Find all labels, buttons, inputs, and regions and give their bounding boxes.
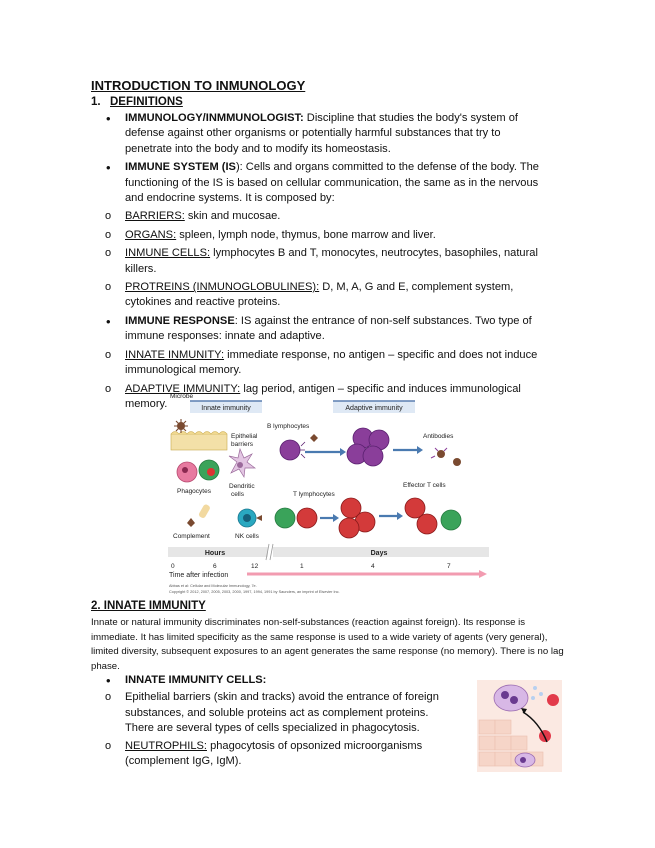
item-label: ORGANS:: [125, 228, 177, 241]
section-label: DEFINITIONS: [110, 96, 183, 108]
dendritic-cell-icon: [229, 449, 255, 477]
tick-label: 7: [447, 563, 451, 570]
term: IMMUNE RESPONSE: [125, 314, 235, 327]
hours-label: Hours: [204, 550, 226, 557]
item-text: (complement IgG, IgM).: [125, 755, 242, 768]
tick-label: 0: [171, 563, 175, 570]
circle-marker: o: [105, 281, 112, 294]
list-item: [0, 209, 550, 224]
item-label: INMUNE CELLS:: [125, 247, 211, 260]
circle-marker: o: [105, 348, 112, 361]
nk-label: NK cells: [235, 533, 259, 540]
days-label: Days: [370, 550, 388, 557]
antibodies-label: Antibodies: [423, 433, 454, 440]
bullet-marker: •: [106, 160, 111, 176]
tick-label: 12: [251, 563, 259, 570]
t-lymphocyte-icon: [275, 508, 317, 528]
item-text: skin and mucosae.: [184, 210, 281, 223]
red-cell-icon: [547, 694, 559, 706]
circle-marker: o: [105, 691, 112, 704]
t-cell-cluster-icon: [339, 498, 375, 538]
item-text: functioning of the IS is based on cellular communication, the same as in the nervous: [125, 176, 539, 189]
tick-label: 6: [213, 563, 217, 570]
complement-label: Complement: [173, 533, 210, 540]
item-text: There are several types of cells specialized in phagocytosis.: [125, 722, 420, 735]
item-text: substances, and soluble proteins act as complement proteins.: [125, 706, 429, 719]
circle-marker: o: [105, 228, 112, 241]
microbe-label: Microbe: [170, 393, 194, 400]
time-axis-label: Time after infection: [169, 572, 229, 579]
neutrophil-illustration: [477, 680, 562, 772]
term: IMMUNOLOGY/INMMUNOLOGIST:: [125, 112, 304, 124]
item-text: Epithelial barriers (skin and tracks) avoid the entrance of foreign: [125, 691, 439, 704]
plasma-cell-cluster-icon: [347, 428, 389, 466]
figure-credit: Abbas et al: Cellular and Molecular Immunology, 7e.: [169, 584, 257, 588]
effector-label: Effector T cells: [403, 482, 446, 489]
phagocyte-cells-icon: [177, 460, 219, 482]
item-text: spleen, lymph node, thymus, bone marrow and liver.: [176, 228, 436, 241]
item-label: PROTREINS (INMUNOGLOBULINES):: [125, 281, 320, 294]
section-definitions-heading: [91, 96, 183, 108]
list-item: [0, 160, 550, 206]
item-label: ADAPTIVE IMMUNITY:: [125, 382, 241, 395]
innate-intro-paragraph: Innate or natural immunity discriminates non-self-substances (reaction against foreign). Its response is immediate. It has limited specificity as the same response is used to a wide variety of agents (very general), limited diversity, subsequent exposures to an agent generates the same response (no memory). There is no lag phase.: [91, 617, 564, 673]
complement-icon: [187, 503, 211, 527]
document-title: INTRODUCTION TO INMUNOLOGY: [91, 78, 306, 93]
item-text: lymphocytes B and T, monocytes, neutrocytes, basophiles, natural: [210, 247, 538, 260]
list-item: [0, 690, 470, 736]
list-item: [0, 739, 470, 770]
item-text: cytokines and reactive proteins.: [125, 296, 281, 309]
item-text: ): Cells and organs committed to the defense of the body. The: [235, 161, 539, 174]
tick-label: 4: [371, 563, 375, 570]
barriers-label: barriers: [231, 441, 254, 448]
innate-header: Innate immunity: [201, 405, 251, 412]
phagocytes-label: Phagocytes: [177, 488, 211, 495]
section-innate-heading: 2. INNATE IMMUNITY: [91, 600, 206, 612]
circle-marker: o: [105, 739, 112, 752]
circle-marker: o: [105, 210, 112, 223]
list-item: [0, 111, 550, 157]
definitions-list: [0, 111, 655, 412]
b-lymphocytes-label: B lymphocytes: [267, 423, 310, 430]
item-text: immediate response, no antigen – specific and does not induce: [224, 348, 538, 361]
item-text: immune responses: innate and adaptive.: [125, 330, 325, 343]
list-item: [0, 348, 550, 379]
microbe-icon: [174, 419, 188, 433]
item-text: killers.: [125, 262, 157, 275]
item-text: Discipline that studies the body's system of: [303, 112, 518, 124]
t-lymphocytes-label: T lymphocytes: [293, 491, 335, 498]
bullet-marker: •: [106, 673, 111, 688]
circle-marker: o: [105, 247, 112, 260]
figure-copyright: Copyright © 2012, 2007, 2005, 2003, 2000, 1997, 1994, 1991 by Saunders, an imprint of Elsevier Inc.: [169, 590, 340, 594]
item-label: NEUTROPHILS:: [125, 739, 207, 752]
item-text: immunological memory.: [125, 364, 242, 377]
item-text: memory.: [125, 397, 168, 410]
list-item: [0, 246, 550, 277]
list-item: [0, 673, 550, 688]
bullet-marker: •: [106, 111, 111, 126]
item-label: BARRIERS:: [125, 210, 185, 223]
item-label: INNATE INMUNITY:: [125, 348, 225, 361]
item-text: defense against other organisms or potentially harmful substances that try to: [125, 127, 501, 140]
item-text: lag period, antigen – specific and induces immunological: [240, 382, 521, 395]
tick-label: 1: [300, 563, 304, 570]
term: IMMUNE SYSTEM (IS: [125, 161, 236, 174]
antibody-microbe-icon: [431, 448, 461, 466]
list-item: [0, 280, 550, 311]
dendritic-label: Dendritic: [229, 483, 255, 490]
bullet-marker: •: [106, 313, 111, 329]
list-item: [0, 314, 550, 345]
section-number: 1.: [91, 96, 101, 108]
effector-t-cell-icon: [405, 498, 461, 534]
list-item: [0, 228, 550, 243]
nk-cell-icon: [238, 509, 262, 527]
epithelial-label: Epithelial: [231, 433, 258, 440]
item-text: and endocrine systems. It is composed by:: [125, 192, 335, 205]
item-text: phagocytosis of opsonized microorganisms: [206, 739, 423, 752]
cells-label: cells: [231, 491, 245, 498]
item-text: : IS against the entrance of non-self substances. Two type of: [234, 314, 532, 327]
epithelial-barrier-shape: [171, 432, 227, 451]
b-lymphocyte-icon: [280, 434, 318, 460]
circle-marker: o: [105, 382, 112, 395]
item-text: D, M, A, G and E, complement system,: [319, 281, 514, 294]
immunity-figure: [165, 390, 490, 597]
item-text: penetrate into the body and to modify its homeostasis.: [125, 142, 391, 155]
term: INNATE IMMUNITY CELLS:: [125, 674, 267, 686]
adaptive-header: Adaptive immunity: [345, 405, 403, 412]
